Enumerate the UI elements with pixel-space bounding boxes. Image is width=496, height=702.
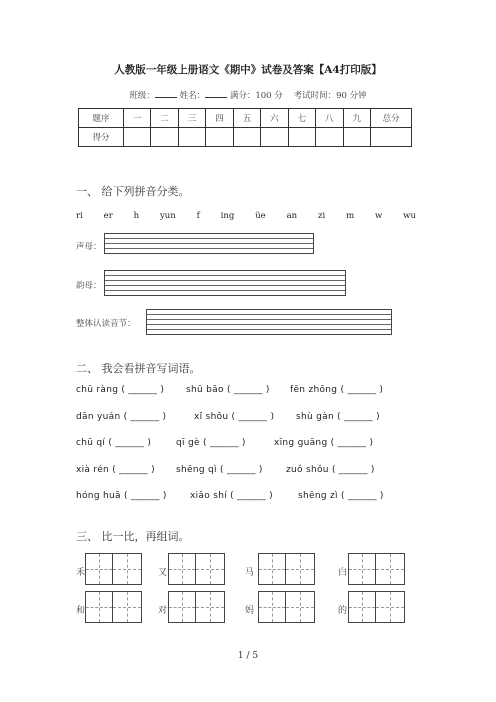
- name-label: 姓名：: [179, 91, 206, 101]
- score-header-row: [79, 109, 412, 128]
- compare-char: 妈: [245, 606, 255, 616]
- page-number: 1 / 5: [237, 651, 259, 661]
- exam-info: [0, 88, 496, 101]
- pinyin-item: er: [103, 211, 113, 221]
- compare-char: 又: [158, 568, 168, 578]
- score-row: [79, 128, 412, 147]
- pinyin-item: an: [286, 211, 298, 221]
- pinyin-item: w: [375, 211, 383, 221]
- header-cell: 一: [124, 109, 151, 128]
- finals-label: 韵母：: [76, 281, 102, 291]
- pinyin-item: üe: [255, 211, 266, 221]
- pinyin-question[interactable]: shēng qì ( ______ ): [176, 465, 263, 475]
- tianzige-box[interactable]: [85, 553, 143, 585]
- name-blank[interactable]: [205, 88, 227, 98]
- score-cell[interactable]: [343, 128, 371, 147]
- pinyin-item: m: [346, 211, 355, 221]
- header-cell: 六: [261, 109, 288, 128]
- pinyin-question[interactable]: xīng guāng ( ______ ): [274, 438, 374, 448]
- initials-label: 声母：: [76, 242, 102, 252]
- tianzige-box[interactable]: [348, 591, 406, 623]
- pinyin-question[interactable]: shù gàn ( ______ ): [296, 412, 380, 422]
- score-cell[interactable]: [151, 128, 178, 147]
- score-table: [78, 108, 412, 147]
- pinyin-item: ing: [220, 211, 235, 221]
- tianzige-box[interactable]: [348, 553, 406, 585]
- score-cell[interactable]: [233, 128, 260, 147]
- compare-char: 的: [338, 606, 348, 616]
- pinyin-item: ri: [76, 211, 83, 221]
- compare-char: 马: [245, 568, 255, 578]
- pinyin-list: [76, 211, 416, 221]
- section3-heading: 三、 比一比，再组词。: [76, 530, 190, 543]
- finals-writing-lines[interactable]: [104, 270, 346, 296]
- tianzige-box[interactable]: [168, 553, 226, 585]
- section2-heading: 二、 我会看拼音写词语。: [76, 362, 201, 375]
- header-cell: 三: [178, 109, 205, 128]
- pinyin-question[interactable]: xǐ shǒu ( ______ ): [194, 412, 275, 422]
- pinyin-item: yun: [160, 211, 176, 221]
- header-cell: 四: [206, 109, 233, 128]
- pinyin-question[interactable]: shēng zì ( ______ ): [298, 491, 384, 501]
- header-cell: 总分: [371, 109, 412, 128]
- score-cell[interactable]: [261, 128, 288, 147]
- tianzige-box[interactable]: [85, 591, 143, 623]
- pinyin-question[interactable]: xià rén ( ______ ): [76, 465, 155, 475]
- header-cell: 五: [233, 109, 260, 128]
- header-cell: 题序: [79, 109, 124, 128]
- score-cell[interactable]: [316, 128, 343, 147]
- full-score: 满分：100 分: [229, 91, 283, 101]
- header-cell: 七: [288, 109, 315, 128]
- pinyin-question[interactable]: hóng huā ( ______ ): [76, 491, 167, 501]
- pinyin-question[interactable]: zuǒ shǒu ( ______ ): [286, 465, 375, 475]
- compare-char: 白: [338, 568, 348, 578]
- header-cell: 八: [316, 109, 343, 128]
- pinyin-question[interactable]: qī gè ( ______ ): [176, 438, 246, 448]
- pinyin-item: zi: [318, 211, 326, 221]
- pinyin-item: f: [196, 211, 200, 221]
- score-cell[interactable]: [206, 128, 233, 147]
- compare-char: 对: [158, 606, 168, 616]
- score-cell[interactable]: [371, 128, 412, 147]
- whole-syllable-label: 整体认读音节：: [76, 319, 136, 329]
- score-cell[interactable]: [178, 128, 205, 147]
- pinyin-item: h: [133, 211, 140, 221]
- pinyin-question[interactable]: fēn zhōng ( ______ ): [290, 385, 384, 395]
- score-cell[interactable]: [124, 128, 151, 147]
- score-cell[interactable]: [288, 128, 315, 147]
- pinyin-question[interactable]: dān yuán ( ______ ): [76, 412, 167, 422]
- pinyin-question[interactable]: shū bāo ( ______ ): [186, 385, 270, 395]
- class-blank[interactable]: [155, 88, 177, 98]
- tianzige-box[interactable]: [168, 591, 226, 623]
- compare-char: 禾: [76, 568, 86, 578]
- header-cell: 二: [151, 109, 178, 128]
- class-label: 班级：: [129, 91, 155, 101]
- pinyin-question[interactable]: xiǎo shí ( ______ ): [190, 491, 273, 501]
- header-cell: 九: [343, 109, 371, 128]
- pinyin-question[interactable]: chū ràng ( ______ ): [76, 385, 165, 395]
- tianzige-box[interactable]: [258, 553, 316, 585]
- tianzige-box[interactable]: [258, 591, 316, 623]
- whole-syllable-writing-lines[interactable]: [146, 309, 392, 335]
- pinyin-item: wu: [403, 211, 416, 221]
- page-title: 人教版一年级上册语文《期中》试卷及答案【A4打印版】: [114, 64, 382, 76]
- exam-time: 考试时间：90 分钟: [293, 91, 367, 101]
- initials-writing-lines[interactable]: [104, 233, 314, 254]
- pinyin-question[interactable]: chū qí ( ______ ): [76, 438, 152, 448]
- score-row-label: 得分: [79, 128, 124, 147]
- compare-char: 和: [76, 606, 86, 616]
- section1-heading: 一、 给下列拼音分类。: [76, 185, 190, 198]
